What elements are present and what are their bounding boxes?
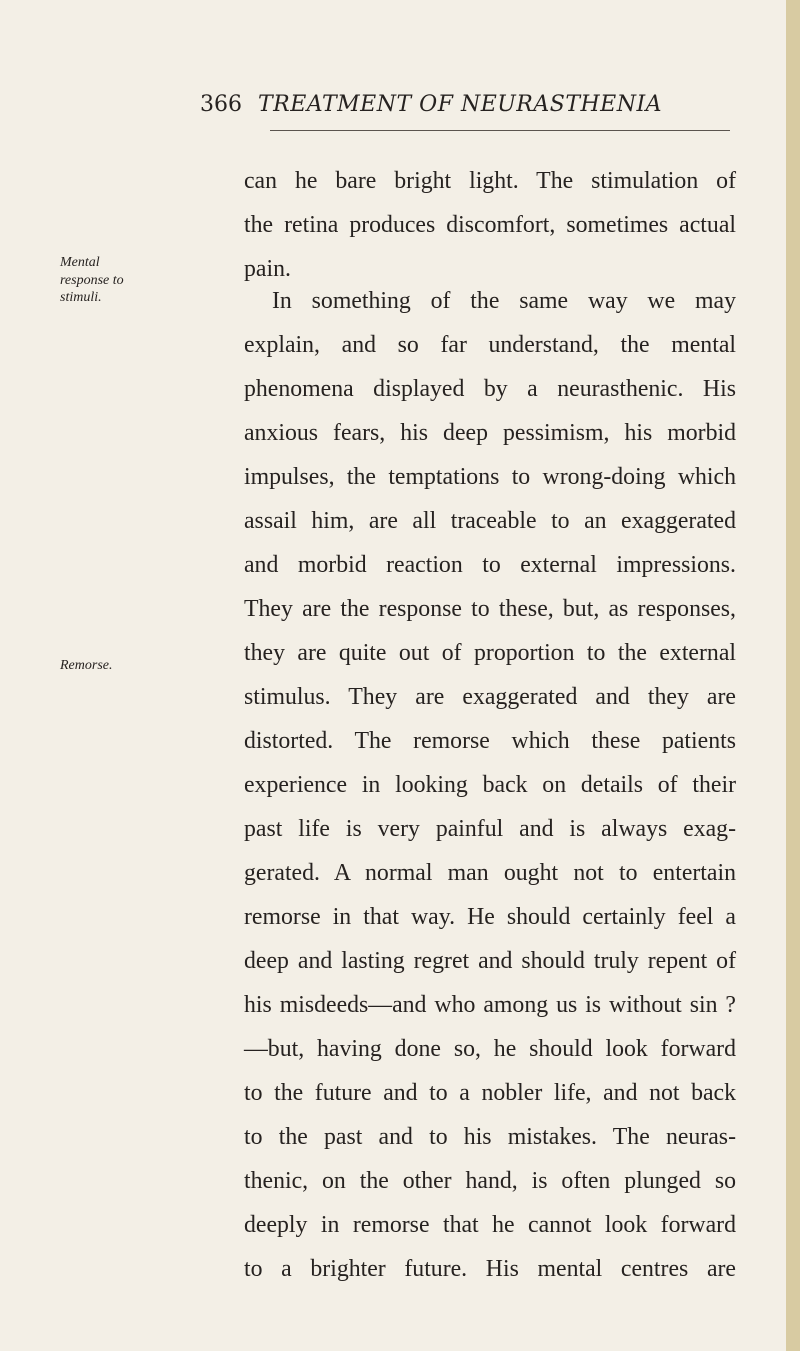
text-line: They are the response to these, but, as responses, xyxy=(244,596,736,622)
text-line: his misdeeds—and who among us is without sin ? xyxy=(244,992,736,1018)
text-line: —but, having done so, he should look forward xyxy=(244,1036,736,1062)
text-line: anxious fears, his deep pessimism, his morbid xyxy=(244,420,736,446)
text-line: and morbid reaction to external impressions. xyxy=(244,552,736,578)
text-line: thenic, on the other hand, is often plunged so xyxy=(244,1168,736,1194)
text-line: to the future and to a nobler life, and not back xyxy=(244,1080,736,1106)
text-line: past life is very painful and is always exag- xyxy=(244,816,736,842)
text-line: to a brighter future. His mental centres are xyxy=(244,1256,736,1282)
text-line: can he bare bright light. The stimulation of xyxy=(244,168,736,194)
text-line: In something of the same way we may xyxy=(272,288,736,314)
text-line: distorted. The remorse which these patients xyxy=(244,728,736,754)
text-line: remorse in that way. He should certainly feel a xyxy=(244,904,736,930)
text-line: experience in looking back on details of their xyxy=(244,772,736,798)
text-line: pain. xyxy=(244,256,291,282)
text-line: stimulus. They are exaggerated and they are xyxy=(244,684,736,710)
text-line: deeply in remorse that he cannot look forward xyxy=(244,1212,736,1238)
text-line: explain, and so far understand, the mental xyxy=(244,332,736,358)
text-line: impulses, the temptations to wrong-doing which xyxy=(244,464,736,490)
margin-note-stimuli: stimuli. xyxy=(60,290,102,305)
text-line: gerated. A normal man ought not to entertain xyxy=(244,860,736,886)
margin-note-response-to: response to xyxy=(60,273,124,288)
text-line: deep and lasting regret and should truly repent of xyxy=(244,948,736,974)
text-line: the retina produces discomfort, sometimes actual xyxy=(244,212,736,238)
margin-note-remorse: Remorse. xyxy=(60,658,113,673)
running-head: TREATMENT OF NEURASTHENIA xyxy=(258,92,663,117)
text-line: assail him, are all traceable to an exaggerated xyxy=(244,508,736,534)
text-line: they are quite out of proportion to the external xyxy=(244,640,736,666)
margin-note-mental: Mental xyxy=(60,255,100,270)
text-line: phenomena displayed by a neurasthenic. His xyxy=(244,376,736,402)
text-line: to the past and to his mistakes. The neuras- xyxy=(244,1124,736,1150)
page-number: 366 xyxy=(200,92,242,117)
